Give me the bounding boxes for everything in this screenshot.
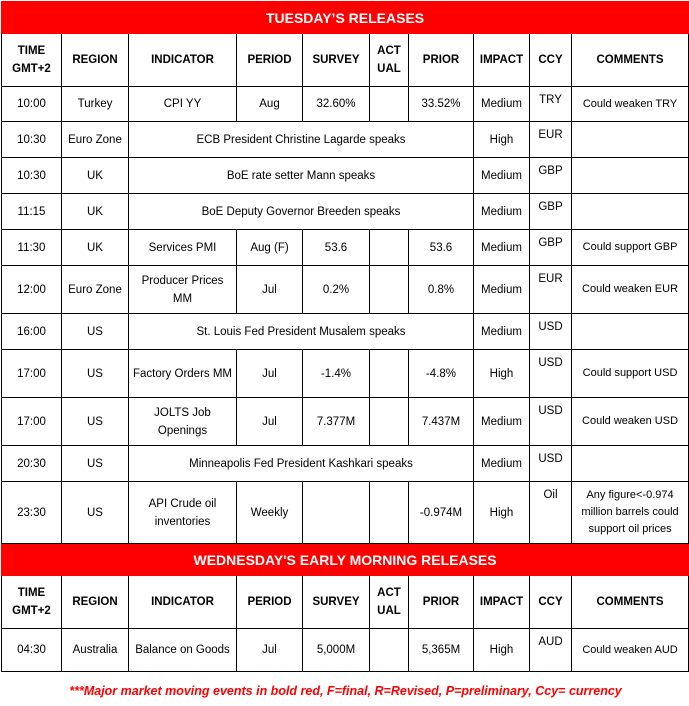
cell-survey: -1.4% <box>303 350 370 398</box>
cell-indicator: BoE rate setter Mann speaks <box>129 158 474 194</box>
cell-survey <box>303 482 370 544</box>
header-actual: ACT UAL <box>370 576 409 629</box>
cell-comments: Any figure<-0.974 million barrels could support oil prices <box>572 482 689 544</box>
cell-impact: Medium <box>474 314 530 350</box>
table-row <box>2 87 689 122</box>
cell-region: UK <box>62 230 129 266</box>
cell-impact: Medium <box>474 87 530 122</box>
table-row <box>2 266 689 314</box>
header-period: PERIOD <box>237 34 303 87</box>
cell-impact: Medium <box>474 230 530 266</box>
header-region: REGION <box>62 34 129 87</box>
header-ccy: CCY <box>530 576 572 629</box>
cell-comments: Could weaken TRY <box>572 87 689 122</box>
wednesday-header-row <box>2 576 689 629</box>
table-row <box>2 194 689 230</box>
cell-time: 11:15 <box>2 194 62 230</box>
cell-ccy: USD <box>530 350 572 398</box>
cell-survey: 32.60% <box>303 87 370 122</box>
cell-period: Jul <box>237 266 303 314</box>
table-row <box>2 230 689 266</box>
header-comments: COMMENTS <box>572 34 689 87</box>
tuesday-header-row <box>2 34 689 87</box>
cell-prior: 0.8% <box>409 266 474 314</box>
cell-period: Jul <box>237 398 303 446</box>
header-impact: IMPACT <box>474 576 530 629</box>
cell-survey: 0.2% <box>303 266 370 314</box>
cell-region: UK <box>62 158 129 194</box>
cell-indicator: Balance on Goods <box>129 629 237 672</box>
cell-indicator: Producer Prices MM <box>129 266 237 314</box>
cell-time: 10:00 <box>2 87 62 122</box>
cell-period: Aug (F) <box>237 230 303 266</box>
cell-prior: 33.52% <box>409 87 474 122</box>
cell-impact: Medium <box>474 398 530 446</box>
header-indicator: INDICATOR <box>129 576 237 629</box>
cell-time: 04:30 <box>2 629 62 672</box>
cell-impact: Medium <box>474 194 530 230</box>
header-survey: SURVEY <box>303 576 370 629</box>
cell-ccy: USD <box>530 446 572 482</box>
cell-region: UK <box>62 194 129 230</box>
cell-actual <box>370 398 409 446</box>
cell-indicator: ECB President Christine Lagarde speaks <box>129 122 474 158</box>
tuesday-section <box>2 2 689 544</box>
cell-ccy: Oil <box>530 482 572 544</box>
cell-prior: -4.8% <box>409 350 474 398</box>
cell-survey: 7.377M <box>303 398 370 446</box>
header-time: TIME GMT+2 <box>2 34 62 87</box>
cell-region: US <box>62 482 129 544</box>
cell-survey: 53.6 <box>303 230 370 266</box>
cell-comments: Could weaken USD <box>572 398 689 446</box>
cell-actual <box>370 482 409 544</box>
cell-comments <box>572 122 689 158</box>
cell-region: Euro Zone <box>62 122 129 158</box>
cell-ccy: GBP <box>530 230 572 266</box>
cell-indicator: BoE Deputy Governor Breeden speaks <box>129 194 474 230</box>
footnote: ***Major market moving events in bold red, F=final, R=Revised, P=preliminary, Ccy= currency <box>69 684 622 698</box>
cell-actual <box>370 266 409 314</box>
cell-impact: Medium <box>474 446 530 482</box>
cell-time: 17:00 <box>2 398 62 446</box>
cell-comments: Could weaken EUR <box>572 266 689 314</box>
cell-comments: Could support GBP <box>572 230 689 266</box>
cell-region: US <box>62 314 129 350</box>
cell-ccy: EUR <box>530 266 572 314</box>
cell-ccy: GBP <box>530 158 572 194</box>
cell-indicator: Services PMI <box>129 230 237 266</box>
cell-time: 10:30 <box>2 122 62 158</box>
cell-time: 16:00 <box>2 314 62 350</box>
cell-prior: 53.6 <box>409 230 474 266</box>
wednesday-section <box>2 544 689 672</box>
cell-impact: Medium <box>474 158 530 194</box>
cell-region: Euro Zone <box>62 266 129 314</box>
cell-prior: -0.974M <box>409 482 474 544</box>
cell-ccy: TRY <box>530 87 572 122</box>
table-row <box>2 314 689 350</box>
cell-actual <box>370 87 409 122</box>
cell-region: US <box>62 446 129 482</box>
header-impact: IMPACT <box>474 34 530 87</box>
releases-table <box>1 1 689 672</box>
cell-indicator: API Crude oil inventories <box>129 482 237 544</box>
cell-indicator: CPI YY <box>129 87 237 122</box>
header-region: REGION <box>62 576 129 629</box>
table-row <box>2 398 689 446</box>
cell-time: 11:30 <box>2 230 62 266</box>
header-prior: PRIOR <box>409 34 474 87</box>
cell-comments <box>572 446 689 482</box>
cell-time: 10:30 <box>2 158 62 194</box>
cell-indicator: St. Louis Fed President Musalem speaks <box>129 314 474 350</box>
cell-period: Weekly <box>237 482 303 544</box>
cell-period: Jul <box>237 350 303 398</box>
cell-time: 12:00 <box>2 266 62 314</box>
cell-time: 20:30 <box>2 446 62 482</box>
header-prior: PRIOR <box>409 576 474 629</box>
header-comments: COMMENTS <box>572 576 689 629</box>
header-indicator: INDICATOR <box>129 34 237 87</box>
cell-indicator: Minneapolis Fed President Kashkari speaks <box>129 446 474 482</box>
cell-prior: 5,365M <box>409 629 474 672</box>
wednesday-title: WEDNESDAY'S EARLY MORNING RELEASES <box>2 544 689 576</box>
cell-time: 17:00 <box>2 350 62 398</box>
table-row <box>2 629 689 672</box>
cell-comments <box>572 314 689 350</box>
tuesday-title: TUESDAY’S RELEASES <box>2 2 689 34</box>
cell-actual <box>370 629 409 672</box>
cell-ccy: USD <box>530 398 572 446</box>
cell-indicator: JOLTS Job Openings <box>129 398 237 446</box>
cell-impact: High <box>474 629 530 672</box>
table-row <box>2 482 689 544</box>
cell-region: Turkey <box>62 87 129 122</box>
cell-comments <box>572 194 689 230</box>
cell-region: US <box>62 398 129 446</box>
table-row <box>2 122 689 158</box>
cell-survey: 5,000M <box>303 629 370 672</box>
cell-actual <box>370 350 409 398</box>
header-time: TIME GMT+2 <box>2 576 62 629</box>
cell-region: Australia <box>62 629 129 672</box>
cell-impact: High <box>474 122 530 158</box>
cell-indicator: Factory Orders MM <box>129 350 237 398</box>
cell-prior: 7.437M <box>409 398 474 446</box>
header-ccy: CCY <box>530 34 572 87</box>
cell-ccy: EUR <box>530 122 572 158</box>
cell-actual <box>370 230 409 266</box>
header-survey: SURVEY <box>303 34 370 87</box>
cell-comments: Could weaken AUD <box>572 629 689 672</box>
cell-ccy: USD <box>530 314 572 350</box>
header-period: PERIOD <box>237 576 303 629</box>
cell-region: US <box>62 350 129 398</box>
cell-impact: Medium <box>474 266 530 314</box>
cell-comments: Could support USD <box>572 350 689 398</box>
cell-impact: High <box>474 350 530 398</box>
header-actual: ACT UAL <box>370 34 409 87</box>
cell-time: 23:30 <box>2 482 62 544</box>
table-row <box>2 446 689 482</box>
cell-ccy: GBP <box>530 194 572 230</box>
cell-impact: High <box>474 482 530 544</box>
table-row <box>2 350 689 398</box>
table-row <box>2 158 689 194</box>
cell-period: Aug <box>237 87 303 122</box>
cell-comments <box>572 158 689 194</box>
cell-ccy: AUD <box>530 629 572 672</box>
cell-period: Jul <box>237 629 303 672</box>
